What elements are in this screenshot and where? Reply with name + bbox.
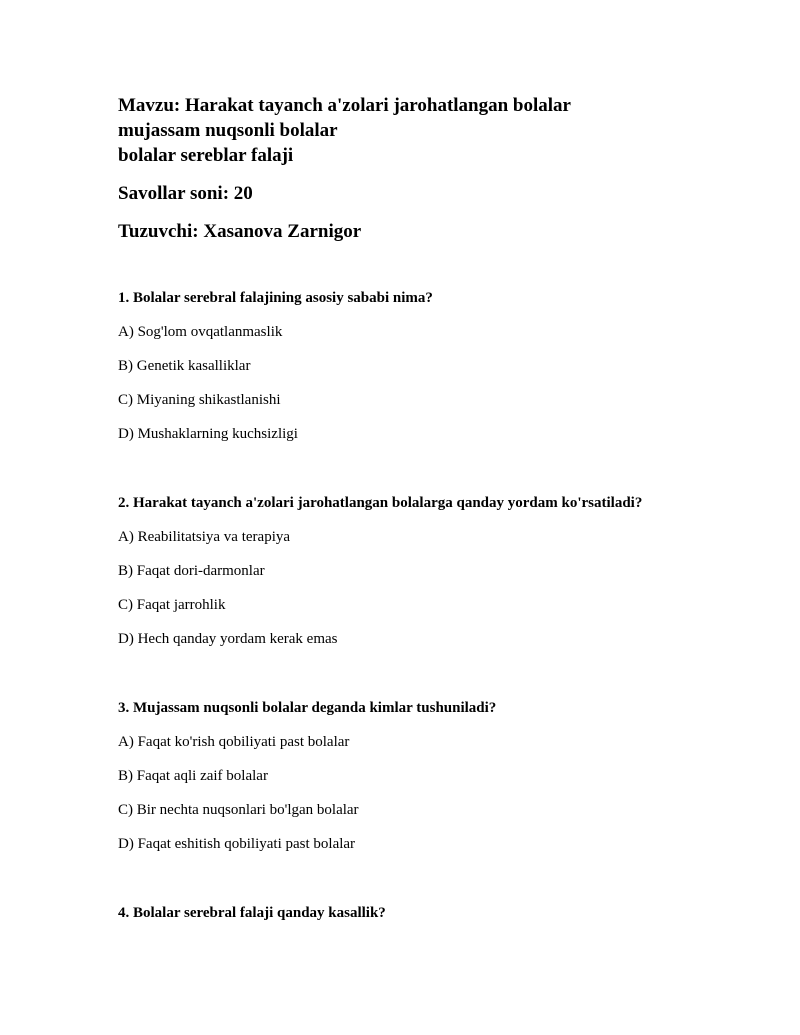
answer-option-d: D) Faqat eshitish qobiliyati past bolalar [118,836,356,852]
answer-option-d: D) Mushaklarning kuchsizligi [118,426,298,442]
question-1 [118,288,758,444]
answer-option-b: B) Genetik kasalliklar [118,358,251,374]
question-text: 2. Harakat tayanch a'zolari jarohatlangan bolalarga qanday yordam ko'rsatiladi? [118,495,643,511]
question-count: Savollar soni: 20 [118,183,253,204]
question-text: 4. Bolalar serebral falaji qanday kasallik? [118,905,386,921]
question-2 [118,493,758,649]
answer-option-a: A) Reabilitatsiya va terapiya [118,529,291,545]
answer-option-b: B) Faqat aqli zaif bolalar [118,768,268,784]
answer-option-a: A) Sog'lom ovqatlanmaslik [118,324,283,340]
document-header [118,93,758,244]
question-text: 1. Bolalar serebral falajining asosiy sababi nima? [118,290,433,306]
author-line: Tuzuvchi: Xasanova Zarnigor [118,221,362,242]
document-page [118,93,758,923]
topic-title-line-2: mujassam nuqsonli bolalar [118,120,338,141]
answer-option-d: D) Hech qanday yordam kerak emas [118,631,338,647]
answer-option-c: C) Faqat jarrohlik [118,597,226,613]
answer-option-a: A) Faqat ko'rish qobiliyati past bolalar [118,734,350,750]
answer-option-b: B) Faqat dori-darmonlar [118,563,265,579]
answer-option-c: C) Miyaning shikastlanishi [118,392,281,408]
question-3 [118,698,758,854]
topic-title-line-3: bolalar sereblar falaji [118,145,294,166]
topic-title-line-1: Mavzu: Harakat tayanch a'zolari jarohatlangan bolalar [118,95,571,116]
answer-options [118,322,758,444]
answer-options [118,527,758,649]
question-text: 3. Mujassam nuqsonli bolalar deganda kimlar tushuniladi? [118,700,497,716]
answer-option-c: C) Bir nechta nuqsonlari bo'lgan bolalar [118,802,359,818]
answer-options [118,732,758,854]
question-4 [118,903,758,923]
